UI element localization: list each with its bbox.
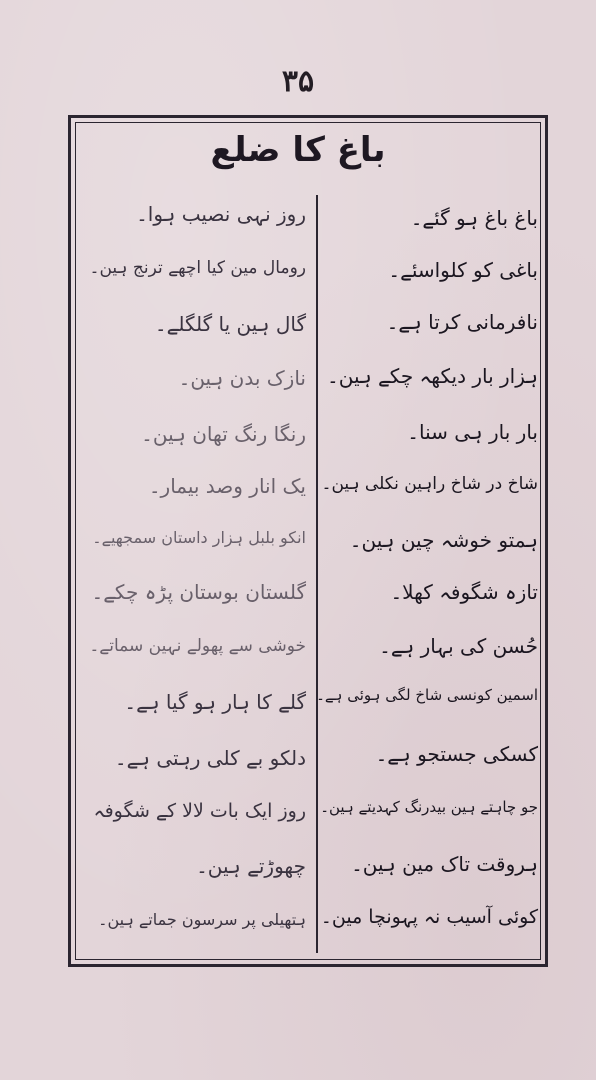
right-column-line: اسمین کونسی شاخ لگی ہوئی ہے۔ — [316, 686, 538, 704]
right-column-line: کوئی آسیب نہ پہونچا مین۔ — [320, 906, 538, 928]
right-column-line: کسکی جستجو ہے۔ — [375, 742, 538, 766]
right-column-line: ہمتو خوشہ چین ہین۔ — [349, 528, 538, 552]
section-heading: باغ کا ضلع — [210, 130, 386, 170]
left-column-line: رومال مین کیا اچھے ترنج ہین۔ — [89, 258, 306, 278]
page-number: ۳۵ — [281, 64, 315, 99]
right-column-line: ہزار بار دیکھہ چکے ہین۔ — [327, 364, 538, 388]
right-column-line: جو چاہتے ہین بیدرنگ کہدیتے ہین۔ — [320, 798, 538, 816]
right-column-line: شاخ در شاخ راہین نکلی ہین۔ — [321, 474, 538, 494]
left-column-line: رنگا رنگ تھان ہین۔ — [141, 422, 306, 446]
left-column-line: دلکو بے کلی رہتی ہے۔ — [114, 746, 306, 770]
left-column-line: گلے کا ہار ہو گیا ہے۔ — [124, 690, 306, 714]
right-column-line: نافرمانی کرتا ہے۔ — [386, 310, 538, 334]
left-column-line: انکو بلبل ہزار داستان سمجھیے۔ — [92, 528, 306, 547]
right-column-line: باغ باغ ہو گئے۔ — [410, 206, 538, 230]
left-column-line: روز ایک بات لالا کے شگوفہ — [93, 800, 306, 822]
right-column-line: بار بار ہی سنا۔ — [407, 420, 538, 444]
left-column-line: گلستان بوستان پڑہ چکے۔ — [91, 580, 306, 604]
left-column-line: نازک بدن ہین۔ — [178, 366, 306, 390]
left-column-line: چھوڑتے ہین۔ — [196, 854, 306, 878]
left-column-line: ہتھیلی پر سرسون جماتے ہین۔ — [98, 910, 306, 929]
right-column-line: تازہ شگوفہ کھلا۔ — [390, 580, 538, 604]
right-column-line: ہروقت تاک مین ہین۔ — [351, 852, 538, 876]
left-column-line: یک انار وصد بیمار۔ — [148, 474, 306, 498]
left-column-line: گال ہین یا گلگلے۔ — [154, 312, 306, 336]
left-column-line: خوشی سے پھولے نہین سماتے۔ — [89, 636, 306, 656]
right-column-line: حُسن کی بہار ہے۔ — [379, 634, 538, 658]
left-column-line: روز نہی نصیب ہوا۔ — [136, 202, 306, 226]
right-column-line: باغی کو کلواسئے۔ — [388, 258, 538, 282]
column-divider — [316, 195, 318, 953]
